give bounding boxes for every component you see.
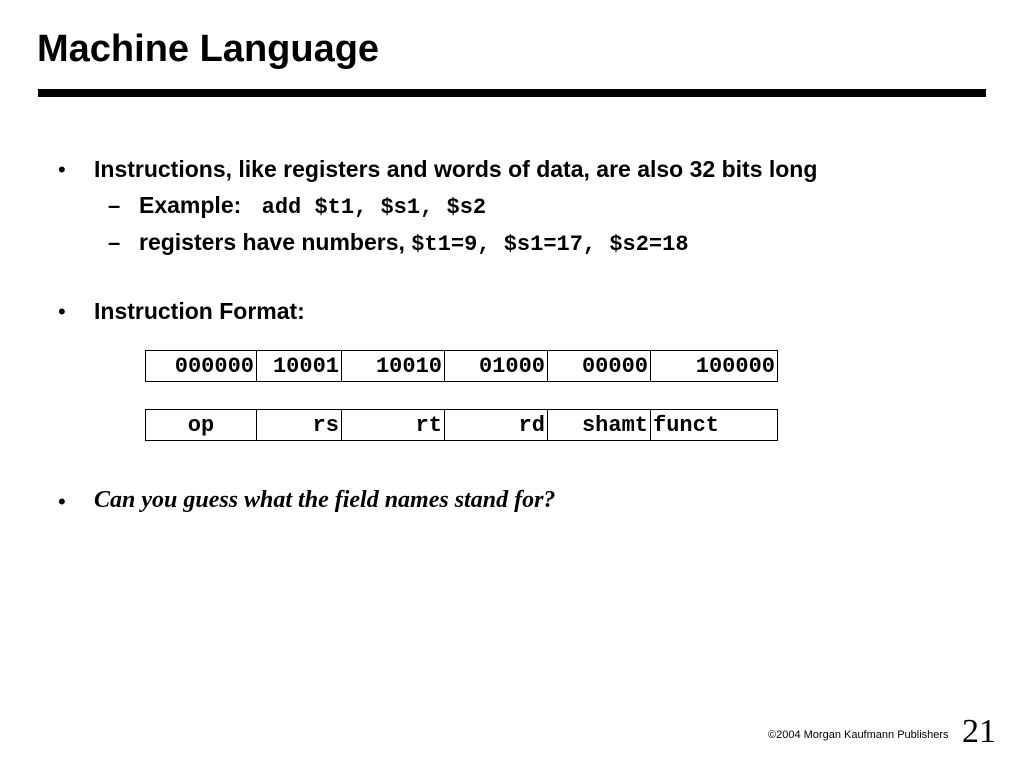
sub-bullet-registers [139,229,689,257]
bits-cell-rd: 01000 [445,351,548,382]
registers-code: $t1=9, $s1=17, $s2=18 [411,232,689,257]
bullet-instructions: Instructions, like registers and words of data, are also 32 bits long [94,156,818,182]
bits-cell-op: 000000 [146,351,257,382]
page-number: 21 [962,713,996,750]
field-shamt: shamt [548,410,651,441]
bits-cell-funct: 100000 [651,351,778,382]
example-label: Example: [139,192,242,218]
field-op: op [146,410,257,441]
table-row [146,410,778,441]
field-funct: funct [651,410,778,441]
bits-table [145,350,778,382]
example-code: add $t1, $s1, $s2 [261,195,487,220]
bits-cell-rs: 10001 [257,351,342,382]
footer-copyright [768,729,949,741]
field-rs: rs [257,410,342,441]
footer-text: 2004 Morgan Kaufmann Publishers [776,729,949,741]
bits-cell-shamt: 00000 [548,351,651,382]
title-divider [38,89,986,97]
slide-title: Machine Language [37,28,380,70]
field-rt: rt [342,410,445,441]
dash-marker: – [108,230,121,255]
registers-label: registers have numbers, [139,229,405,255]
dash-marker: – [108,193,121,218]
bullet-marker: • [58,489,66,514]
bullet-instruction-format: Instruction Format: [94,298,305,324]
copyright-symbol: © [768,729,777,741]
bullet-marker: • [58,299,66,324]
field-rd: rd [445,410,548,441]
sub-bullet-example [139,192,486,220]
bits-cell-rt: 10010 [342,351,445,382]
bullet-marker: • [58,157,66,182]
table-row [146,351,778,382]
bullet-question: Can you guess what the field names stand for? [94,487,556,513]
fields-table [145,409,778,441]
